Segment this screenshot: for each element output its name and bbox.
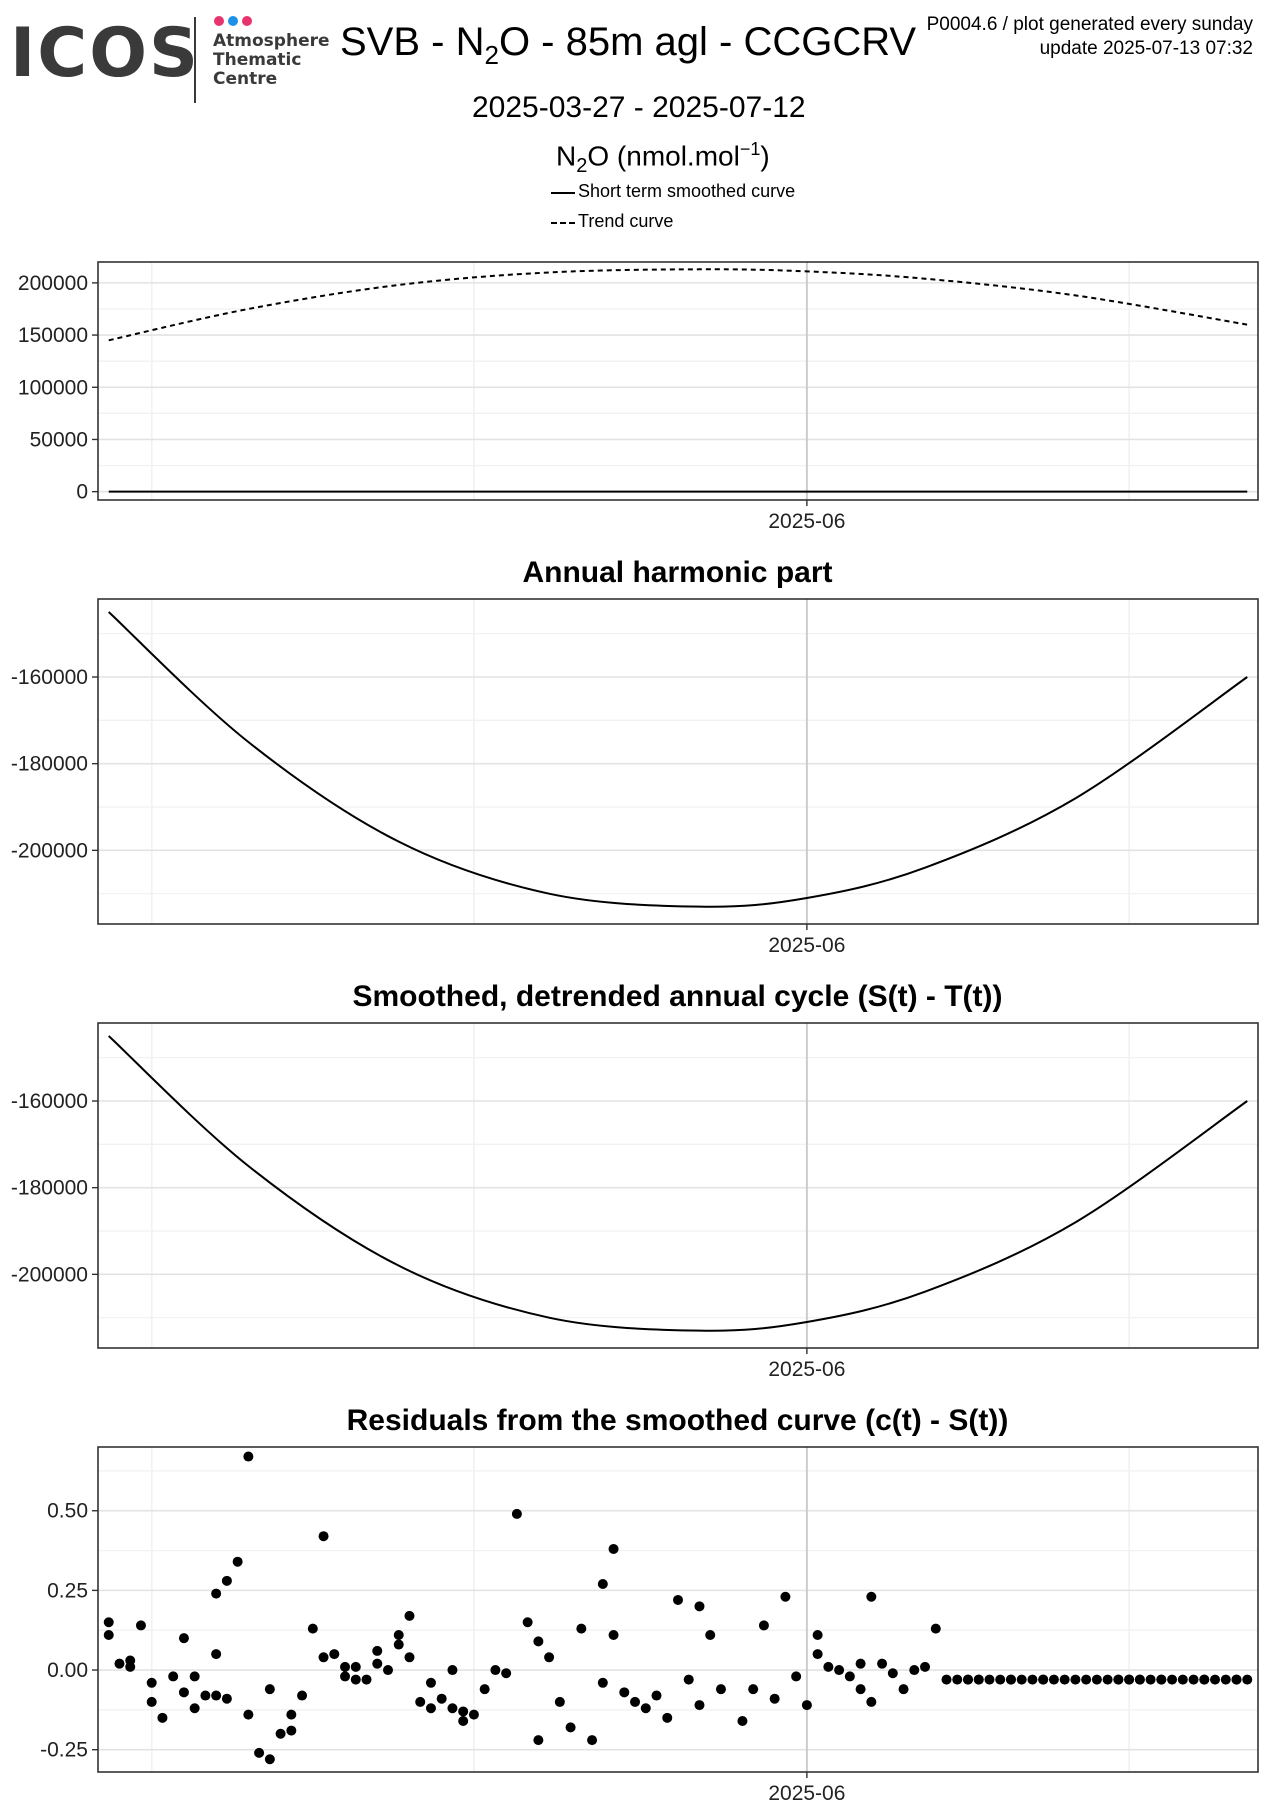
residual-point xyxy=(963,1675,973,1685)
residual-point xyxy=(544,1652,554,1662)
residual-point xyxy=(447,1703,457,1713)
residual-point xyxy=(877,1659,887,1669)
residual-point xyxy=(340,1671,350,1681)
residual-point xyxy=(523,1617,533,1627)
residual-point xyxy=(587,1735,597,1745)
residual-point xyxy=(995,1675,1005,1685)
residual-point xyxy=(619,1687,629,1697)
residual-point xyxy=(598,1579,608,1589)
y-tick-label: -180000 xyxy=(10,752,88,776)
residual-point xyxy=(1156,1675,1166,1685)
logo-line-3: Centre xyxy=(213,69,278,89)
residual-point xyxy=(211,1649,221,1659)
residual-point xyxy=(673,1595,683,1605)
title-subscript: 2 xyxy=(484,40,499,70)
panel-frame xyxy=(98,1447,1258,1772)
residual-point xyxy=(759,1620,769,1630)
residual-point xyxy=(1221,1675,1231,1685)
x-tick-label: 2025-06 xyxy=(768,1782,846,1800)
residual-point xyxy=(265,1684,275,1694)
x-tick-label: 2025-06 xyxy=(768,934,846,957)
title-part-1: SVB - N xyxy=(340,20,485,64)
residual-point xyxy=(1146,1675,1156,1685)
residual-point xyxy=(404,1652,414,1662)
y-tick-label: 100000 xyxy=(17,376,88,400)
residual-point xyxy=(694,1700,704,1710)
residual-point xyxy=(609,1544,619,1554)
residual-point xyxy=(609,1630,619,1640)
smoothed-curve-line-p2 xyxy=(109,612,1248,907)
residual-point xyxy=(780,1592,790,1602)
residual-point xyxy=(362,1675,372,1685)
residual-point xyxy=(179,1687,189,1697)
residual-point xyxy=(942,1675,952,1685)
residual-point xyxy=(533,1636,543,1646)
residual-point xyxy=(899,1684,909,1694)
residual-point xyxy=(802,1700,812,1710)
residual-point xyxy=(694,1601,704,1611)
residual-point xyxy=(458,1706,468,1716)
residual-point xyxy=(297,1691,307,1701)
residual-point xyxy=(104,1630,114,1640)
legend-item-smoothed: Short term smoothed curve xyxy=(578,181,796,201)
residual-point xyxy=(157,1713,167,1723)
residual-point xyxy=(1199,1675,1209,1685)
icos-logo-wordmark: ICOS xyxy=(10,14,200,93)
residual-point xyxy=(222,1576,232,1586)
residual-point xyxy=(834,1665,844,1675)
residual-point xyxy=(254,1748,264,1758)
residual-point xyxy=(415,1697,425,1707)
residual-point xyxy=(770,1694,780,1704)
y-tick-label: -0.25 xyxy=(40,1738,88,1762)
residual-point xyxy=(190,1671,200,1681)
logo-line-1: Atmosphere xyxy=(213,31,330,51)
residual-point xyxy=(265,1754,275,1764)
residual-point xyxy=(791,1671,801,1681)
residual-point xyxy=(856,1684,866,1694)
residual-point xyxy=(319,1652,329,1662)
residual-point xyxy=(1178,1675,1188,1685)
residual-point xyxy=(276,1729,286,1739)
residual-point xyxy=(200,1691,210,1701)
residual-point xyxy=(329,1649,339,1659)
residual-point xyxy=(748,1684,758,1694)
residual-point xyxy=(555,1697,565,1707)
residual-point xyxy=(630,1697,640,1707)
residual-point xyxy=(1038,1675,1048,1685)
residual-point xyxy=(512,1509,522,1519)
residual-point xyxy=(662,1713,672,1723)
residual-point xyxy=(319,1531,329,1541)
residual-point xyxy=(426,1703,436,1713)
residual-point xyxy=(533,1735,543,1745)
panel-2-title: Annual harmonic part xyxy=(522,556,833,589)
residual-point xyxy=(652,1691,662,1701)
residual-point xyxy=(1135,1675,1145,1685)
residual-point xyxy=(233,1557,243,1567)
residual-point xyxy=(222,1694,232,1704)
residual-point xyxy=(845,1671,855,1681)
residual-point xyxy=(114,1659,124,1669)
y-tick-label: -200000 xyxy=(10,839,88,863)
residual-point xyxy=(243,1452,253,1462)
residual-point xyxy=(866,1697,876,1707)
residual-point xyxy=(920,1662,930,1672)
residual-point xyxy=(190,1703,200,1713)
residual-point xyxy=(179,1633,189,1643)
residual-point xyxy=(437,1694,447,1704)
residual-point xyxy=(1113,1675,1123,1685)
residual-point xyxy=(469,1710,479,1720)
residual-point xyxy=(394,1630,404,1640)
residual-point xyxy=(490,1665,500,1675)
residual-point xyxy=(1049,1675,1059,1685)
residual-point xyxy=(426,1678,436,1688)
residual-point xyxy=(1017,1675,1027,1685)
meta-line-2: update 2025-07-13 07:32 xyxy=(1039,38,1253,59)
residual-point xyxy=(737,1716,747,1726)
residual-point xyxy=(684,1675,694,1685)
residual-point xyxy=(351,1675,361,1685)
unit-part-2: O (nmol.mol xyxy=(587,140,740,172)
residual-point xyxy=(1167,1675,1177,1685)
date-range: 2025-03-27 - 2025-07-12 xyxy=(472,91,806,124)
residual-point xyxy=(372,1646,382,1656)
y-tick-label: 0.00 xyxy=(47,1659,88,1683)
smoothed-curve-line-p3 xyxy=(109,1036,1248,1331)
residual-point xyxy=(813,1649,823,1659)
residual-point xyxy=(286,1726,296,1736)
residual-point xyxy=(351,1662,361,1672)
title-part-2: O - 85m agl - CCGCRV xyxy=(498,20,917,64)
panel-frame xyxy=(98,262,1258,500)
residual-point xyxy=(909,1665,919,1675)
residual-point xyxy=(394,1640,404,1650)
unit-part-1: N xyxy=(556,140,577,172)
residual-point xyxy=(147,1678,157,1688)
residual-point xyxy=(813,1630,823,1640)
residual-point xyxy=(1242,1675,1252,1685)
residual-point xyxy=(104,1617,114,1627)
trend-curve-line-p1 xyxy=(109,269,1248,340)
logo-line-2: Thematic xyxy=(213,50,302,70)
residual-point xyxy=(1027,1675,1037,1685)
residual-point xyxy=(866,1592,876,1602)
residual-point xyxy=(598,1678,608,1688)
residual-point xyxy=(1103,1675,1113,1685)
residual-point xyxy=(1232,1675,1242,1685)
residual-point xyxy=(1210,1675,1220,1685)
residual-point xyxy=(308,1624,318,1634)
residual-point xyxy=(501,1668,511,1678)
legend-item-trend: Trend curve xyxy=(578,211,674,231)
residual-point xyxy=(576,1624,586,1634)
residual-point xyxy=(243,1710,253,1720)
y-tick-label: 0.25 xyxy=(47,1579,88,1603)
residual-point xyxy=(1060,1675,1070,1685)
panel-3-title: Smoothed, detrended annual cycle (S(t) - T(t)) xyxy=(352,980,1003,1013)
residual-point xyxy=(1006,1675,1016,1685)
residual-point xyxy=(931,1624,941,1634)
residual-point xyxy=(340,1662,350,1672)
residual-point xyxy=(136,1620,146,1630)
residual-point xyxy=(1081,1675,1091,1685)
residual-point xyxy=(566,1722,576,1732)
residual-point xyxy=(888,1668,898,1678)
residual-point xyxy=(856,1659,866,1669)
y-tick-label: -160000 xyxy=(10,1090,88,1113)
residual-point xyxy=(147,1697,157,1707)
residual-point xyxy=(447,1665,457,1675)
y-tick-label: 50000 xyxy=(29,428,88,452)
residual-point xyxy=(984,1675,994,1685)
residual-point xyxy=(125,1662,135,1672)
y-tick-label: -180000 xyxy=(10,1176,88,1200)
residual-point xyxy=(705,1630,715,1640)
residual-point xyxy=(404,1611,414,1621)
residual-point xyxy=(480,1684,490,1694)
y-tick-label: 200000 xyxy=(17,271,88,295)
residual-point xyxy=(286,1710,296,1720)
residual-point xyxy=(952,1675,962,1685)
residual-point xyxy=(168,1671,178,1681)
residual-point xyxy=(1092,1675,1102,1685)
y-tick-label: -200000 xyxy=(10,1263,88,1287)
y-tick-label: 150000 xyxy=(17,324,88,348)
residual-point xyxy=(974,1675,984,1685)
x-tick-label: 2025-06 xyxy=(768,510,846,533)
residual-point xyxy=(1124,1675,1134,1685)
residual-point xyxy=(823,1662,833,1672)
residual-point xyxy=(372,1659,382,1669)
unit-subscript: 2 xyxy=(576,154,588,177)
residual-point xyxy=(716,1684,726,1694)
panel-4-title: Residuals from the smoothed curve (c(t) - S(t)) xyxy=(346,1404,1009,1437)
residual-point xyxy=(1070,1675,1080,1685)
unit-part-3: ) xyxy=(760,140,770,172)
y-tick-label: 0.50 xyxy=(47,1499,88,1523)
residual-point xyxy=(458,1716,468,1726)
residual-point xyxy=(1189,1675,1199,1685)
x-tick-label: 2025-06 xyxy=(768,1358,846,1381)
meta-line-1: P0004.6 / plot generated every sunday xyxy=(926,14,1253,35)
y-tick-label: 0 xyxy=(76,480,88,504)
residual-point xyxy=(211,1691,221,1701)
y-tick-label: -160000 xyxy=(10,666,88,689)
unit-superscript: −1 xyxy=(739,139,761,159)
residual-point xyxy=(641,1703,651,1713)
residual-point xyxy=(383,1665,393,1675)
residual-point xyxy=(211,1589,221,1599)
